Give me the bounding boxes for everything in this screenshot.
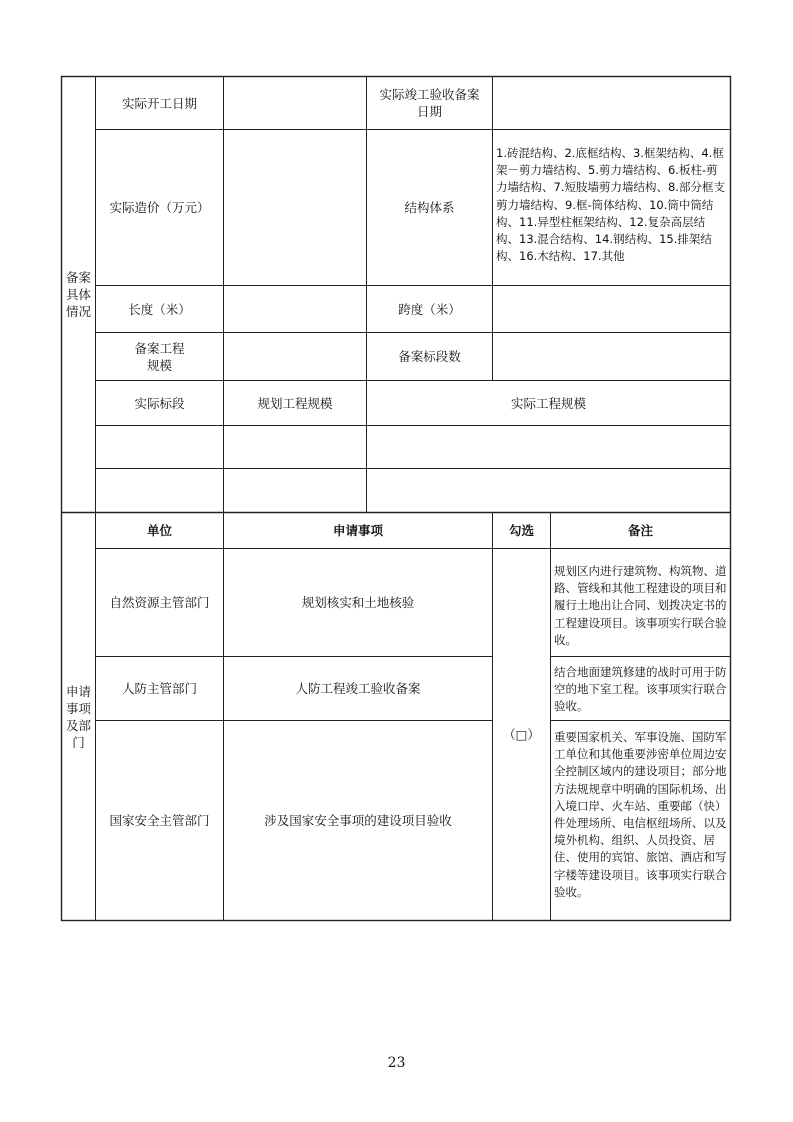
item-civil-defense-record: 人防工程竣工验收备案 bbox=[295, 681, 421, 696]
unit-natural-resources: 自然资源主管部门 bbox=[109, 595, 210, 610]
unit-national-security: 国家安全主管部门 bbox=[109, 813, 210, 828]
completion-record-date-field[interactable] bbox=[493, 77, 730, 129]
unit-header: 单位 bbox=[146, 523, 172, 538]
page-number: 23 bbox=[387, 1055, 406, 1071]
span-field[interactable] bbox=[493, 286, 730, 332]
check-box[interactable]: （□） bbox=[503, 727, 540, 742]
note-header: 备注 bbox=[627, 523, 653, 538]
record-sections-label: 备案标段数 bbox=[398, 349, 461, 364]
actual-cost-label: 实际造价（万元） bbox=[109, 200, 210, 215]
check-header: 勾选 bbox=[508, 523, 534, 538]
section-row-2-actual-scale[interactable] bbox=[367, 469, 730, 512]
completion-record-date-label: 实际竣工验收备案日期 bbox=[379, 87, 480, 119]
item-planning-verification: 规划核实和土地核验 bbox=[301, 595, 415, 610]
section-row-2-actual-section[interactable] bbox=[96, 469, 223, 512]
structure-system-label: 结构体系 bbox=[404, 200, 455, 215]
note-national-security-acceptance: 重要国家机关、军事设施、国防军工单位和其他重要涉密单位周边安全控制区域内的建设项目；部分地方法规规章中明确的国际机场、出入境口岸、火车站、重要邮（快）件处理场所、电信枢纽场所、以及境外机构、组织、人员投资、居住、使用的宾馆、旅馆、酒店和写字楼等建设项目。该事项实行联合验收。 bbox=[554, 730, 727, 899]
length-label: 长度（米） bbox=[128, 301, 191, 317]
section-row-1-actual-scale[interactable] bbox=[367, 426, 730, 468]
note-civil-defense-record: 结合地面建筑修建的战时可用于防空的地下室工程。该事项实行联合验收。 bbox=[554, 665, 727, 714]
section-row-2-planned-scale[interactable] bbox=[224, 469, 366, 512]
length-field[interactable] bbox=[224, 286, 366, 332]
record-scale-field[interactable] bbox=[224, 333, 366, 380]
record-scale-label: 备案工程 规模 bbox=[134, 340, 185, 373]
actual-start-date-field[interactable] bbox=[224, 77, 366, 129]
item-header: 申请事项 bbox=[332, 523, 383, 538]
item-national-security-acceptance: 涉及国家安全事项的建设项目验收 bbox=[264, 813, 452, 828]
section2-side-label: 申请 事项 及部 门 bbox=[66, 683, 92, 750]
note-planning-verification: 规划区内进行建筑物、构筑物、道路、管线和其他工程建设的项目和履行土地出让合同、划拨决定书的工程建设项目。该事项实行联合验收。 bbox=[554, 564, 727, 647]
section-row-1-actual-section[interactable] bbox=[96, 426, 223, 468]
section-row-1-planned-scale[interactable] bbox=[224, 426, 366, 468]
actual-scale-header: 实际工程规模 bbox=[510, 395, 586, 411]
actual-cost-field[interactable] bbox=[224, 130, 366, 285]
actual-start-date-label: 实际开工日期 bbox=[121, 95, 197, 111]
unit-civil-defense: 人防主管部门 bbox=[121, 681, 197, 696]
section1-side-label: 备案 具体 情况 bbox=[66, 270, 92, 319]
actual-section-header: 实际标段 bbox=[134, 395, 185, 411]
structure-system-options[interactable]: 1.砖混结构、2.底框结构、3.框架结构、4.框架－剪力墙结构、5.剪力墙结构、6.板柱-剪力墙结构、7.短肢墙剪力墙结构、8.部分框支剪力墙结构、9.框-筒体结构、10.筒中筒结构、11.异型柱框架结构、12.复杂高层结构、13.混合结构、14.钢结构、15.排架结构、16.木结构、17.其他 bbox=[496, 146, 725, 264]
record-sections-field[interactable] bbox=[493, 333, 730, 380]
span-label: 跨度（米） bbox=[398, 301, 461, 317]
planned-scale-header: 规划工程规模 bbox=[257, 395, 333, 411]
